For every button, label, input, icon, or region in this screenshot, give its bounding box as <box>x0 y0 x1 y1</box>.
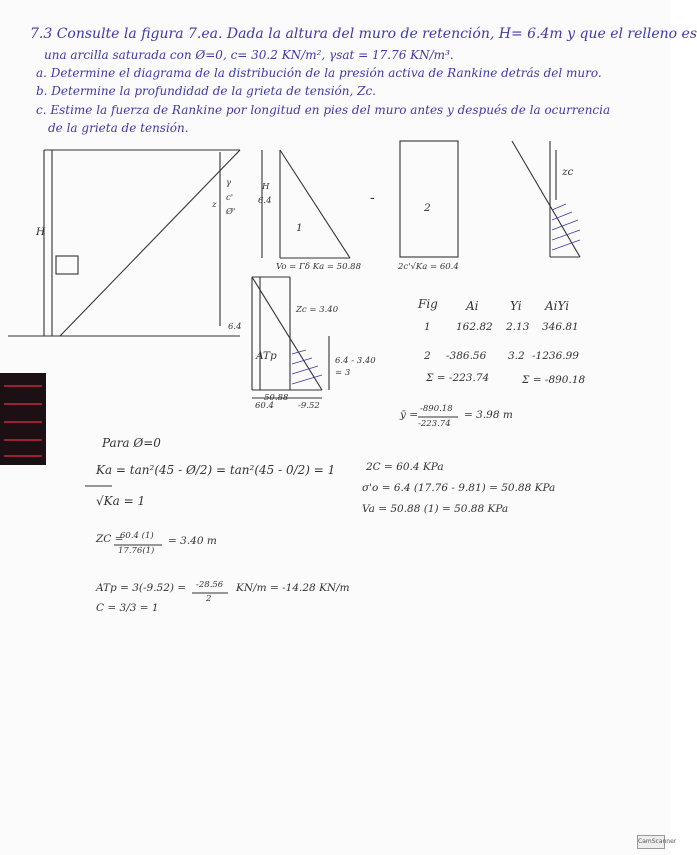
wall-label-gamma: γ <box>226 178 232 188</box>
table-sum-a: Σ = -223.74 <box>426 372 490 384</box>
table-header-ai: Ai <box>466 299 479 313</box>
backfill-line <box>60 150 240 336</box>
wall-label-c: c' <box>226 193 234 203</box>
calc-para: Para Ø=0 <box>102 436 161 450</box>
item-b: b. Determine la profundidad de la grieta de tensión, Zc. <box>36 84 377 98</box>
table-row-1-aiyi: 346.81 <box>542 321 579 333</box>
table-row-2-aiyi: -1236.99 <box>532 350 579 362</box>
calc-atp-lhs: ATp = 3(-9.52) = <box>96 582 187 594</box>
table-row-1-ai: 162.82 <box>456 321 493 333</box>
calc-zc-result: = 3.40 m <box>168 535 217 547</box>
minus-sign: - <box>370 190 375 206</box>
hatch-line <box>292 358 312 364</box>
ybar-denominator: -223.74 <box>418 419 451 429</box>
ybar-lhs: ȳ = <box>400 409 419 421</box>
table-header-fig: Fig <box>418 297 438 311</box>
table-header-aiyi: AiYi <box>545 299 570 313</box>
result-diagonal <box>252 277 322 390</box>
calc-sigma: σ'o = 6.4 (17.76 - 9.81) = 50.88 KPa <box>362 482 556 494</box>
tri-label-depth: 6.4 <box>258 196 272 206</box>
tri-base-label: Vo = Γδ Ka = 50.88 <box>276 262 361 272</box>
calc-atp-unit: KN/m <box>236 582 267 594</box>
hatch-line <box>292 366 318 374</box>
table-row-2-fig: 2 <box>424 350 431 362</box>
item-c-line-2: de la grieta de tensión. <box>48 121 189 135</box>
problem-number: 7.3 <box>30 26 53 42</box>
calc-atp-den: 2 <box>206 594 212 604</box>
result-base-left-label: 60.4 <box>255 401 274 411</box>
table-row-2-yi: 3.2 <box>508 350 525 362</box>
tri-label-H: H <box>262 182 270 192</box>
calc-zc-den: 17.76(1) <box>118 546 155 556</box>
wall-label-phi: Ø' <box>226 207 236 217</box>
calc-sqrtka: √Ka = 1 <box>96 494 146 508</box>
final-zc-label: zc <box>562 166 574 178</box>
calc-zc-lhs: ZC = <box>96 533 124 545</box>
result-depth-label: 6.4 <box>228 322 242 332</box>
ybar-numerator: -890.18 <box>420 404 453 414</box>
table-header-yi: Yi <box>510 299 522 313</box>
ybar-result: = 3.98 m <box>464 409 513 421</box>
problem-line-2: una arcilla saturada con Ø=0, c= 30.2 KN/m², γsat = 17.76 KN/m³. <box>44 48 454 62</box>
result-side-label-2: = 3 <box>335 368 351 378</box>
problem-text-1: Consulte la figura 7.ea. Dada la altura del muro de retención, H= 6.4m y que el relleno es <box>56 26 697 42</box>
item-c-line-1: c. Estime la fuerza de Rankine por longitud en pies del muro antes y después de la ocurrencia <box>36 103 611 117</box>
calc-2c: 2C = 60.4 KPa <box>366 461 444 473</box>
result-base-right-label: -9.52 <box>298 401 320 411</box>
wall-label-z: z <box>212 200 217 210</box>
calc-ka: Ka = tan²(45 - Ø/2) = tan²(45 - 0/2) = 1 <box>96 463 336 477</box>
table-row-2-ai: -386.56 <box>446 350 487 362</box>
rect-label-2: 2 <box>424 202 431 214</box>
table-row-1-fig: 1 <box>424 321 431 333</box>
calc-c-line: C = 3/3 = 1 <box>96 602 159 614</box>
calc-atp-num: -28.56 <box>196 580 224 590</box>
drain-box <box>56 256 78 274</box>
result-base-top-label: 50.88 <box>264 393 289 403</box>
camscanner-logo: CamScanner <box>637 835 665 849</box>
hatch-line <box>552 230 580 240</box>
calc-va: Va = 50.88 (1) = 50.88 KPa <box>362 503 509 515</box>
hatch-line <box>552 212 572 220</box>
item-a: a. Determine el diagrama de la distribución de la presión activa de Rankine detrás del muro. <box>36 66 602 80</box>
scan-artifact-strip <box>0 373 46 465</box>
calc-zc-num: 60.4 (1) <box>120 531 154 541</box>
tri-label-1: 1 <box>296 222 303 234</box>
table-sum-ay: Σ = -890.18 <box>522 374 586 386</box>
result-atp-label: ATp <box>256 350 277 362</box>
calc-atp-result: = -14.28 KN/m <box>270 582 350 594</box>
final-diagonal <box>512 141 580 257</box>
hatch-line <box>552 240 580 250</box>
triangle-1-hyp <box>280 150 350 258</box>
wall-label-H: H <box>36 226 46 238</box>
rect-base-label: 2c'√Ka = 60.4 <box>398 262 459 272</box>
hatch-line <box>552 220 578 230</box>
hatch-line <box>552 204 566 210</box>
rectangle-2 <box>400 141 458 257</box>
result-side-label-1: 6.4 - 3.40 <box>335 356 376 366</box>
result-zc-label: Zc = 3.40 <box>296 305 339 315</box>
table-row-1-yi: 2.13 <box>506 321 530 333</box>
